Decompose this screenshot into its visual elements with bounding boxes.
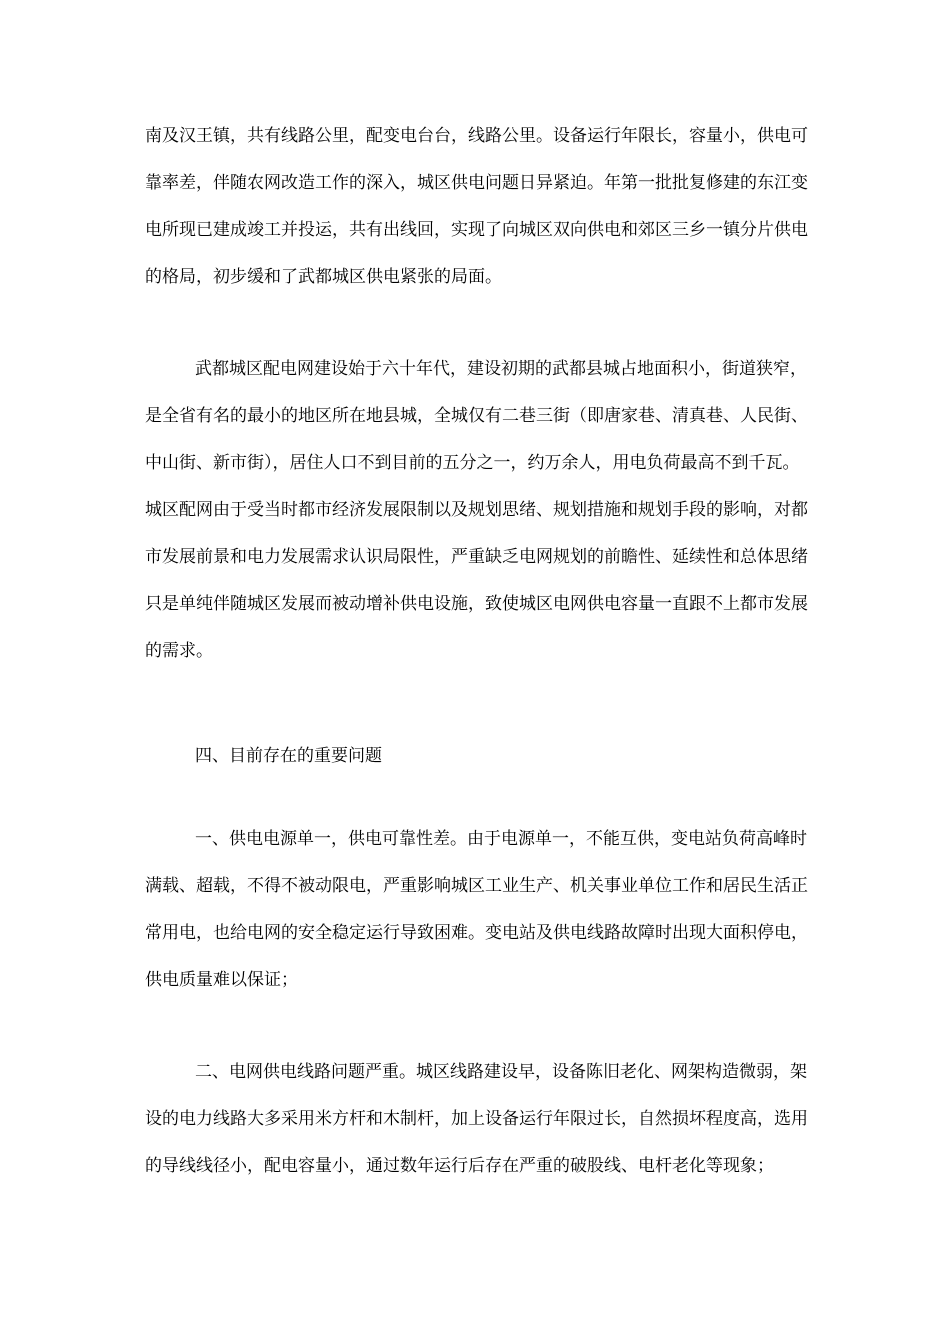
text-line: 的格局，初步缓和了武都城区供电紧张的局面。: [145, 267, 502, 287]
paragraph-issue-two: [145, 1049, 810, 1190]
text-line: 市发展前景和电力发展需求认识局限性，严重缺乏电网规划的前瞻性、延续性和总体思绪: [145, 547, 808, 567]
text-line: 二、电网供电线路问题严重。城区线路建设早，设备陈旧老化、网架构造微弱，架: [195, 1062, 807, 1082]
text-line: 设的电力线路大多采用米方杆和木制杆，加上设备运行年限过长，自然损坏程度高，选用: [145, 1109, 808, 1129]
text-line: 只是单纯伴随城区发展而被动增补供电设施，致使城区电网供电容量一直跟不上都市发展: [145, 594, 808, 614]
text-line: 中山街、新市街），居住人口不到目前的五分之一，约万余人，用电负荷最高不到千瓦。: [145, 453, 800, 473]
text-line: 南及汉王镇，共有线路公里，配变电台台，线路公里。设备运行年限长，容量小，供电可: [145, 126, 808, 146]
text-line: 一、供电电源单一，供电可靠性差。由于电源单一，不能互供，变电站负荷高峰时: [195, 829, 807, 849]
paragraph-grid-history: [145, 346, 810, 675]
text-line: 城区配网由于受当时都市经济发展限制以及规划思绪、规划措施和规划手段的影响，对都: [145, 500, 808, 520]
paragraph-issue-one: [145, 816, 810, 1004]
text-line: 的需求。: [145, 641, 213, 661]
text-line: 武都城区配电网建设始于六十年代，建设初期的武都县城占地面积小，街道狭窄，: [195, 359, 807, 379]
paragraph-supply-overview: [145, 113, 810, 301]
text-line: 供电质量难以保证；: [145, 970, 298, 990]
text-line: 满载、超载，不得不被动限电，严重影响城区工业生产、机关事业单位工作和居民生活正: [145, 876, 808, 896]
heading-line: 四、目前存在的重要问题: [195, 746, 382, 766]
section-heading: [145, 733, 810, 780]
text-line: 常用电，也给电网的安全稳定运行导致困难。变电站及供电线路故障时出现大面积停电，: [145, 923, 808, 943]
text-line: 是全省有名的最小的地区所在地县城，全城仅有二巷三街（即唐家巷、清真巷、人民街、: [145, 406, 808, 426]
text-line: 的导线线径小，配电容量小，通过数年运行后存在严重的破股线、电杆老化等现象；: [145, 1156, 774, 1176]
text-line: 靠率差，伴随农网改造工作的深入，城区供电问题日异紧迫。年第一批批复修建的东江变: [145, 173, 808, 193]
text-line: 电所现已建成竣工并投运，共有出线回，实现了向城区双向供电和郊区三乡一镇分片供电: [145, 220, 808, 240]
